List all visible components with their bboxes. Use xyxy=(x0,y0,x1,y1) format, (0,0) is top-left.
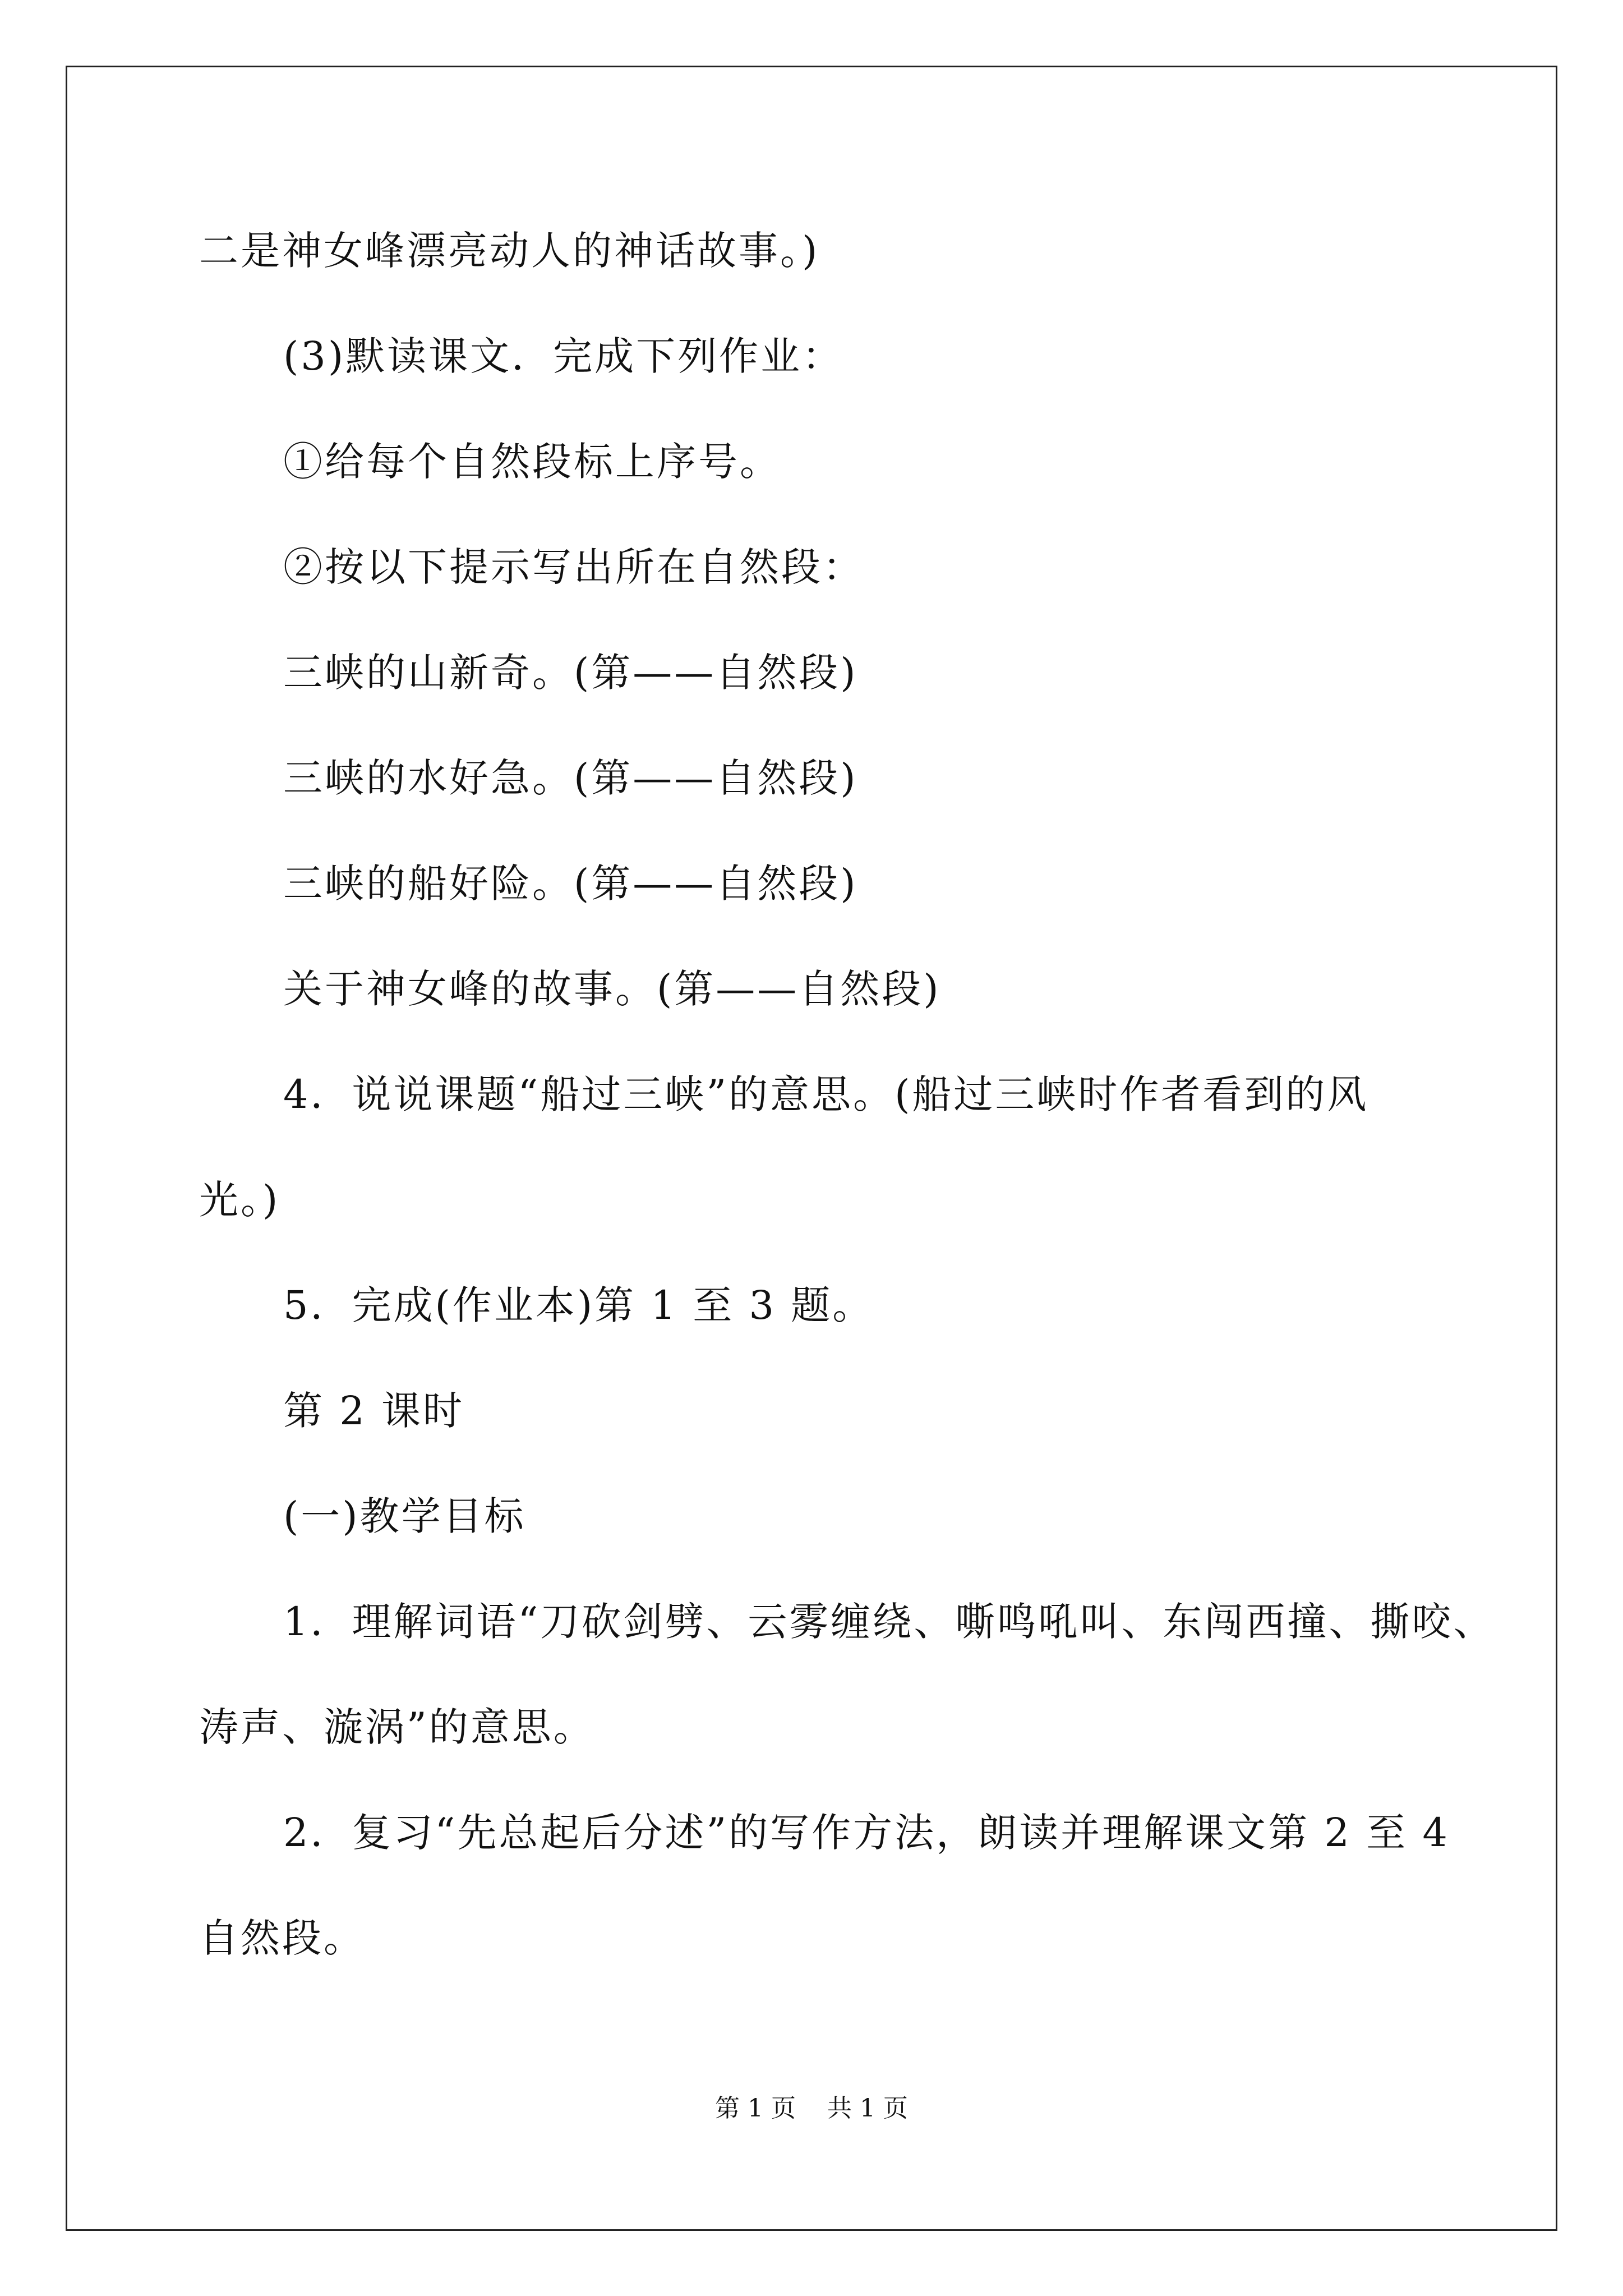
text-line-6: 三峡的水好急。(第——自然段) xyxy=(283,755,858,801)
text-line-3: ①给每个自然段标上序号。 xyxy=(283,439,781,485)
text-line-16: 2．复习“先总起后分述”的写作方法，朗读并理解课文第 2 至 4 xyxy=(283,1810,1450,1856)
text-line-14: 1．理解词语“刀砍剑劈、云雾缠绕、嘶鸣吼叫、东闯西撞、撕咬、 xyxy=(283,1599,1495,1645)
text-line-9: 4．说说课题“船过三峡”的意思。(船过三峡时作者看到的风 xyxy=(283,1071,1369,1117)
text-line-5: 三峡的山新奇。(第——自然段) xyxy=(283,650,858,696)
text-line-7: 三峡的船好险。(第——自然段) xyxy=(283,861,858,907)
text-line-1: 二是神女峰漂亮动人的神话故事。) xyxy=(199,228,820,274)
text-line-8: 关于神女峰的故事。(第——自然段) xyxy=(283,966,941,1012)
text-line-17: 自然段。 xyxy=(199,1915,365,1961)
text-line-15: 涛声、漩涡”的意思。 xyxy=(199,1704,595,1750)
text-line-12: 第 2 课时 xyxy=(283,1388,465,1434)
text-line-10: 光。) xyxy=(199,1177,280,1223)
text-line-11: 5．完成(作业本)第 1 至 3 题。 xyxy=(283,1282,874,1328)
text-line-2: (3)默读课文．完成下列作业： xyxy=(283,333,844,379)
page-number-footer: 第 1 页 共 1 页 xyxy=(715,2094,908,2123)
text-line-4: ②按以下提示写出所在自然段： xyxy=(283,544,864,590)
text-line-13: (一)教学目标 xyxy=(283,1493,526,1539)
page-border xyxy=(66,66,1557,2231)
